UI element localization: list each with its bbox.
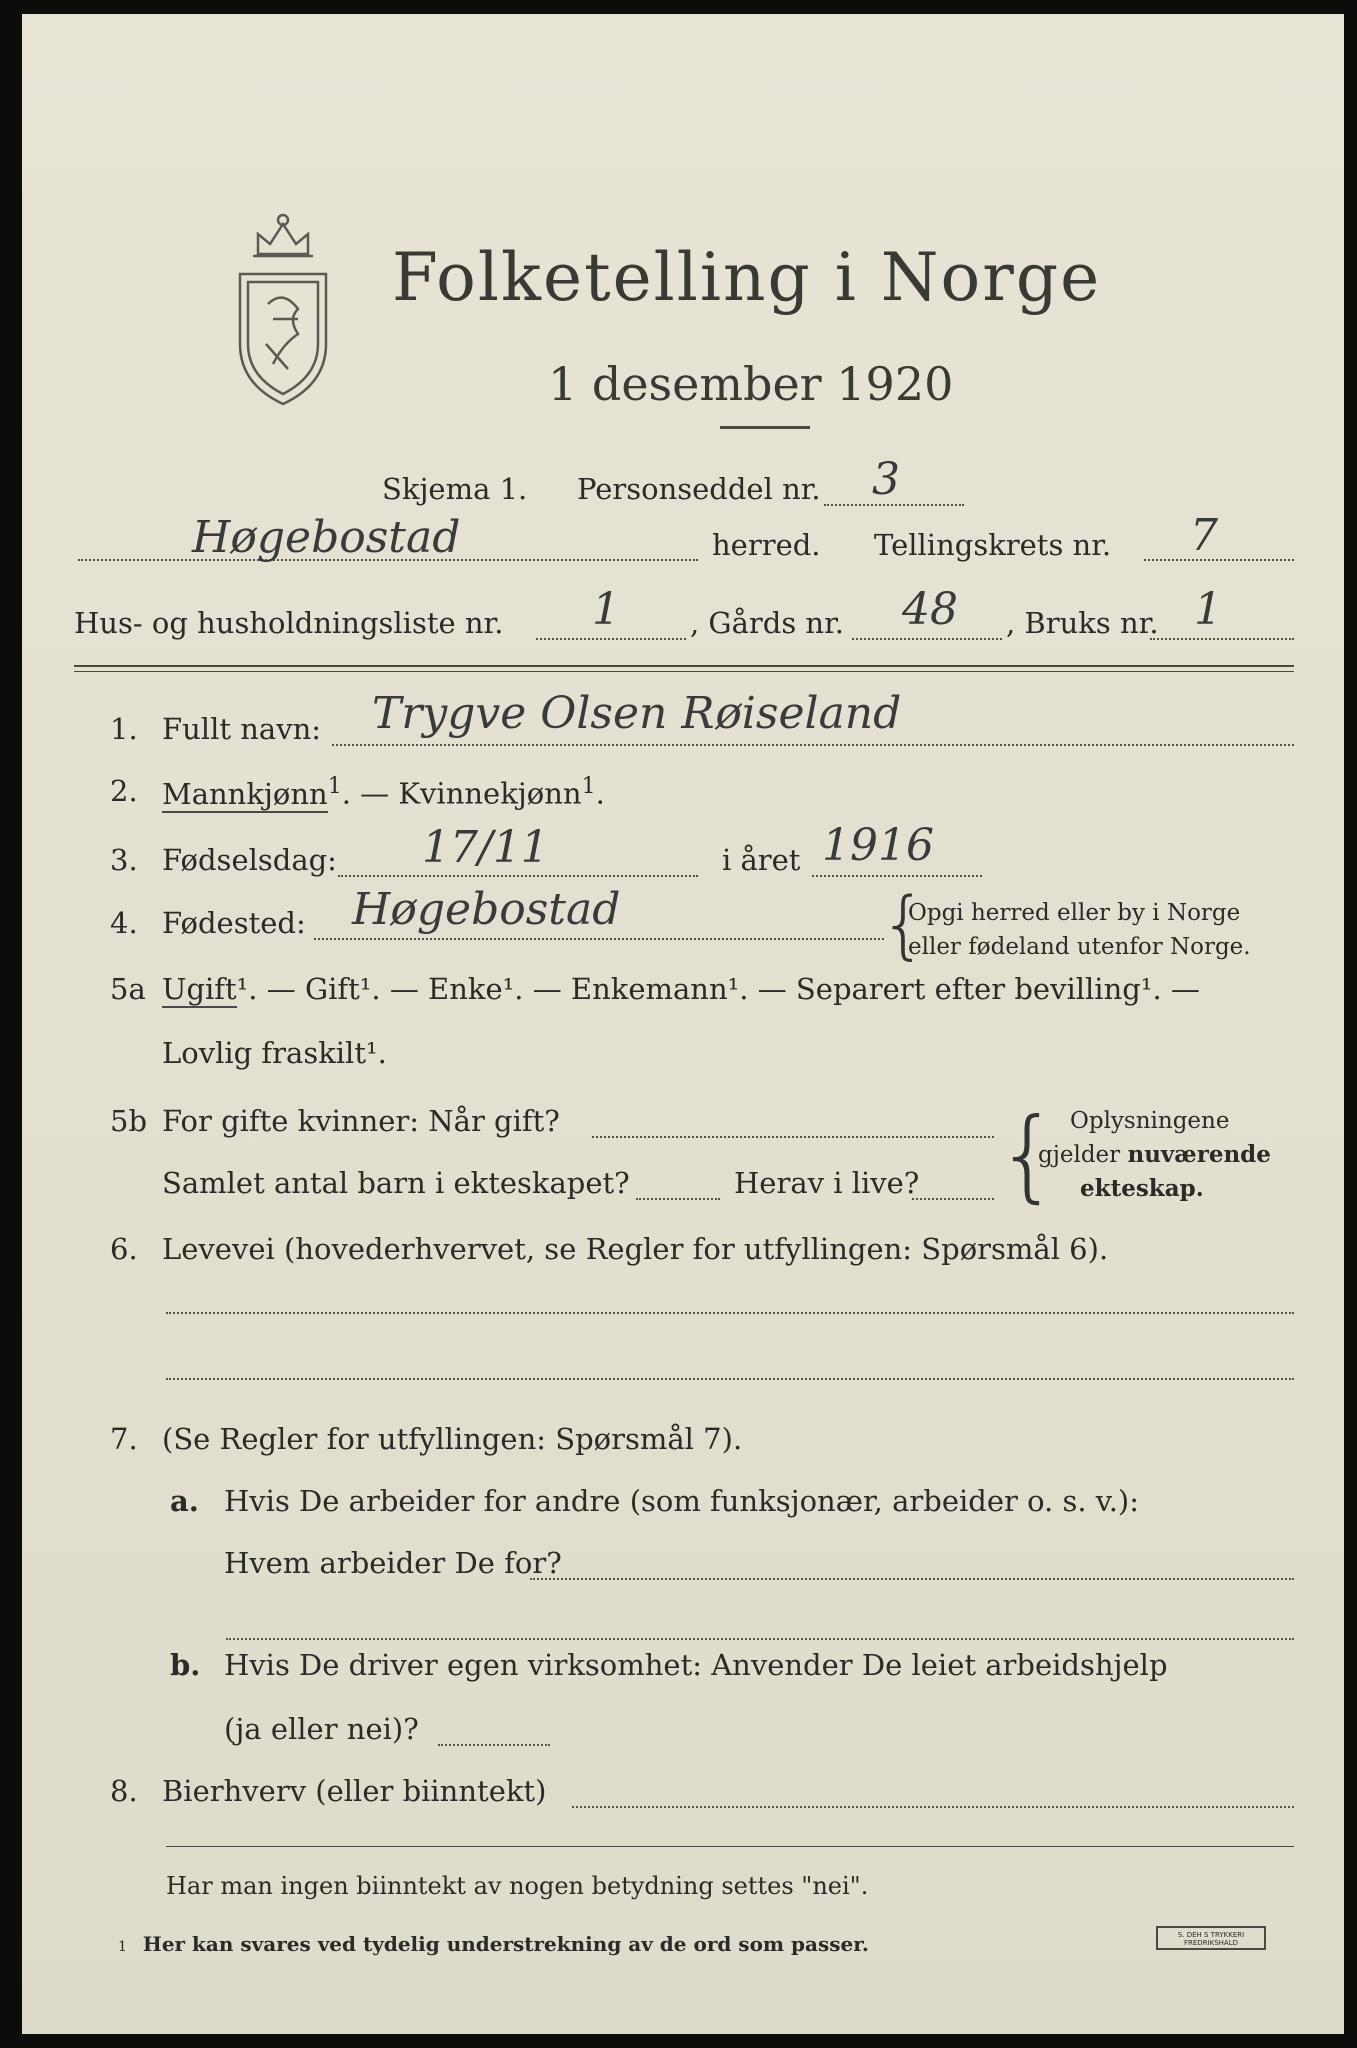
footer-note: Har man ingen biinntekt av nogen betydning settes "nei". bbox=[166, 1872, 869, 1900]
q7b-line1: Hvis De driver egen virksomhet: Anvender De leiet arbeidshjelp bbox=[224, 1648, 1168, 1682]
census-form bbox=[22, 14, 1344, 2034]
q5b-alive-label: Herav i live? bbox=[734, 1166, 920, 1200]
q7a-line1: Hvis De arbeider for andre (som funksjonær, arbeider o. s. v.): bbox=[224, 1484, 1140, 1518]
tellingskrets-value[interactable]: 7 bbox=[1190, 510, 1218, 561]
q5b-alive-line bbox=[912, 1198, 994, 1200]
q5b-note-1: Oplysningene bbox=[1070, 1108, 1230, 1134]
footnote bbox=[118, 1932, 869, 1956]
q7b-answer-line bbox=[438, 1744, 550, 1746]
title-divider bbox=[720, 426, 810, 429]
q6-number: 6. bbox=[110, 1232, 138, 1266]
q7a-line2: Hvem arbeider De for? bbox=[224, 1546, 562, 1580]
q7-number: 7. bbox=[110, 1422, 138, 1456]
birthplace-value[interactable]: Høgebostad bbox=[352, 884, 621, 935]
skjema-label: Skjema 1. bbox=[382, 472, 528, 506]
q7a-employer-line bbox=[530, 1578, 1294, 1580]
q4-number: 4. bbox=[110, 906, 138, 940]
q8-line bbox=[572, 1806, 1294, 1808]
printer-stamp-text: S. DEH S TRYKKERI FREDRIKSHALD bbox=[1177, 1931, 1245, 1947]
birth-year-value[interactable]: 1916 bbox=[822, 820, 934, 871]
form-title: Folketelling i Norge bbox=[392, 239, 1102, 316]
female-option[interactable]: Kvinnekjønn bbox=[398, 776, 582, 811]
q4-note-2: eller fødeland utenfor Norge. bbox=[908, 934, 1251, 960]
q3-number: 3. bbox=[110, 843, 138, 877]
ugift-option[interactable]: Ugift bbox=[162, 972, 237, 1006]
q7a-extra-line bbox=[226, 1638, 1294, 1640]
printer-stamp bbox=[1156, 1926, 1266, 1950]
personseddel-label: Personseddel nr. bbox=[577, 472, 821, 506]
gards-value[interactable]: 48 bbox=[902, 584, 958, 635]
footnote-text-b: tydelig understrekning av de ord som passer. bbox=[362, 1932, 869, 1956]
q5b-note-2b: nuværende bbox=[1127, 1141, 1271, 1168]
q5a-number: 5a bbox=[110, 972, 146, 1006]
q5b-note-2a: gjelder bbox=[1038, 1142, 1128, 1168]
q7a-letter: a. bbox=[170, 1484, 199, 1518]
q4-label: Fødested: bbox=[162, 906, 306, 940]
bruks-label: , Bruks nr. bbox=[1006, 606, 1159, 640]
q5b-number: 5b bbox=[110, 1104, 148, 1138]
footnote-number: 1 bbox=[118, 1939, 127, 1955]
footer-rule bbox=[166, 1846, 1294, 1847]
header-rule-1 bbox=[74, 665, 1294, 667]
full-name-value[interactable]: Trygve Olsen Røiseland bbox=[372, 688, 902, 739]
q1-number: 1. bbox=[110, 712, 138, 746]
footnote-marker: 1 bbox=[581, 774, 596, 799]
q4-note-1: Opgi herred eller by i Norge bbox=[908, 900, 1241, 926]
gender-separator: . — bbox=[341, 776, 399, 811]
header-rule-2 bbox=[74, 671, 1294, 672]
male-option[interactable]: Mannkjønn bbox=[162, 776, 328, 811]
q3-year-label: i året bbox=[722, 843, 801, 877]
q8-number: 8. bbox=[110, 1774, 138, 1808]
hus-label: Hus- og husholdningsliste nr. bbox=[74, 606, 504, 640]
coat-of-arms-icon bbox=[228, 194, 338, 418]
q5b-children-line bbox=[636, 1198, 720, 1200]
q3-line bbox=[338, 875, 698, 877]
q1-line bbox=[332, 744, 1294, 746]
q5b-married-line bbox=[592, 1136, 994, 1138]
personseddel-value[interactable]: 3 bbox=[872, 454, 900, 505]
herred-label: herred. bbox=[712, 528, 821, 562]
q5b-brace: { bbox=[996, 1096, 1060, 1213]
q5b-note-3: ekteskap. bbox=[1080, 1175, 1204, 1202]
q1-label: Fullt navn: bbox=[162, 712, 322, 746]
q3-label: Fødselsdag: bbox=[162, 843, 337, 877]
bruks-line bbox=[1150, 638, 1294, 640]
q5a-line2[interactable]: Lovlig fraskilt¹. bbox=[162, 1036, 387, 1070]
q5b-note-2 bbox=[1038, 1142, 1271, 1168]
q8-label: Bierhverv (eller biinntekt) bbox=[162, 1774, 547, 1808]
census-date: 1 desember 1920 bbox=[548, 357, 954, 411]
gards-line bbox=[852, 638, 1002, 640]
footnote-text-a: Her kan svares ved bbox=[142, 1932, 363, 1956]
q7-label: (Se Regler for utfyllingen: Spørsmål 7). bbox=[162, 1422, 743, 1456]
birthday-value[interactable]: 17/11 bbox=[422, 822, 549, 873]
gender-options bbox=[162, 774, 605, 811]
q5b-line1: For gifte kvinner: Når gift? bbox=[162, 1104, 560, 1138]
q6-label: Levevei (hovederhvervet, se Regler for utfyllingen: Spørsmål 6). bbox=[162, 1232, 1109, 1266]
marital-options bbox=[162, 972, 1200, 1006]
footnote-marker: 1 bbox=[327, 774, 342, 799]
gender-end: . bbox=[595, 776, 605, 811]
marital-other-options[interactable]: ¹. — Gift¹. — Enke¹. — Enkemann¹. — Separert efter bevilling¹. — bbox=[236, 972, 1200, 1006]
q7b-letter: b. bbox=[170, 1648, 201, 1682]
q6-line-2 bbox=[166, 1378, 1294, 1380]
q5b-children-label: Samlet antal barn i ekteskapet? bbox=[162, 1166, 630, 1200]
hus-line bbox=[536, 638, 686, 640]
q2-number: 2. bbox=[110, 774, 138, 808]
q6-line-1 bbox=[166, 1312, 1294, 1314]
herred-value[interactable]: Høgebostad bbox=[192, 512, 461, 563]
q7b-line2: (ja eller nei)? bbox=[224, 1712, 419, 1746]
bruks-value[interactable]: 1 bbox=[1194, 584, 1222, 635]
tellingskrets-label: Tellingskrets nr. bbox=[874, 528, 1112, 562]
gards-label: , Gårds nr. bbox=[690, 606, 844, 640]
q3-year-line bbox=[812, 875, 982, 877]
hus-value[interactable]: 1 bbox=[592, 584, 620, 635]
q4-line bbox=[314, 938, 884, 940]
q4-brace: { bbox=[880, 882, 928, 968]
tellingskrets-line bbox=[1144, 559, 1294, 561]
